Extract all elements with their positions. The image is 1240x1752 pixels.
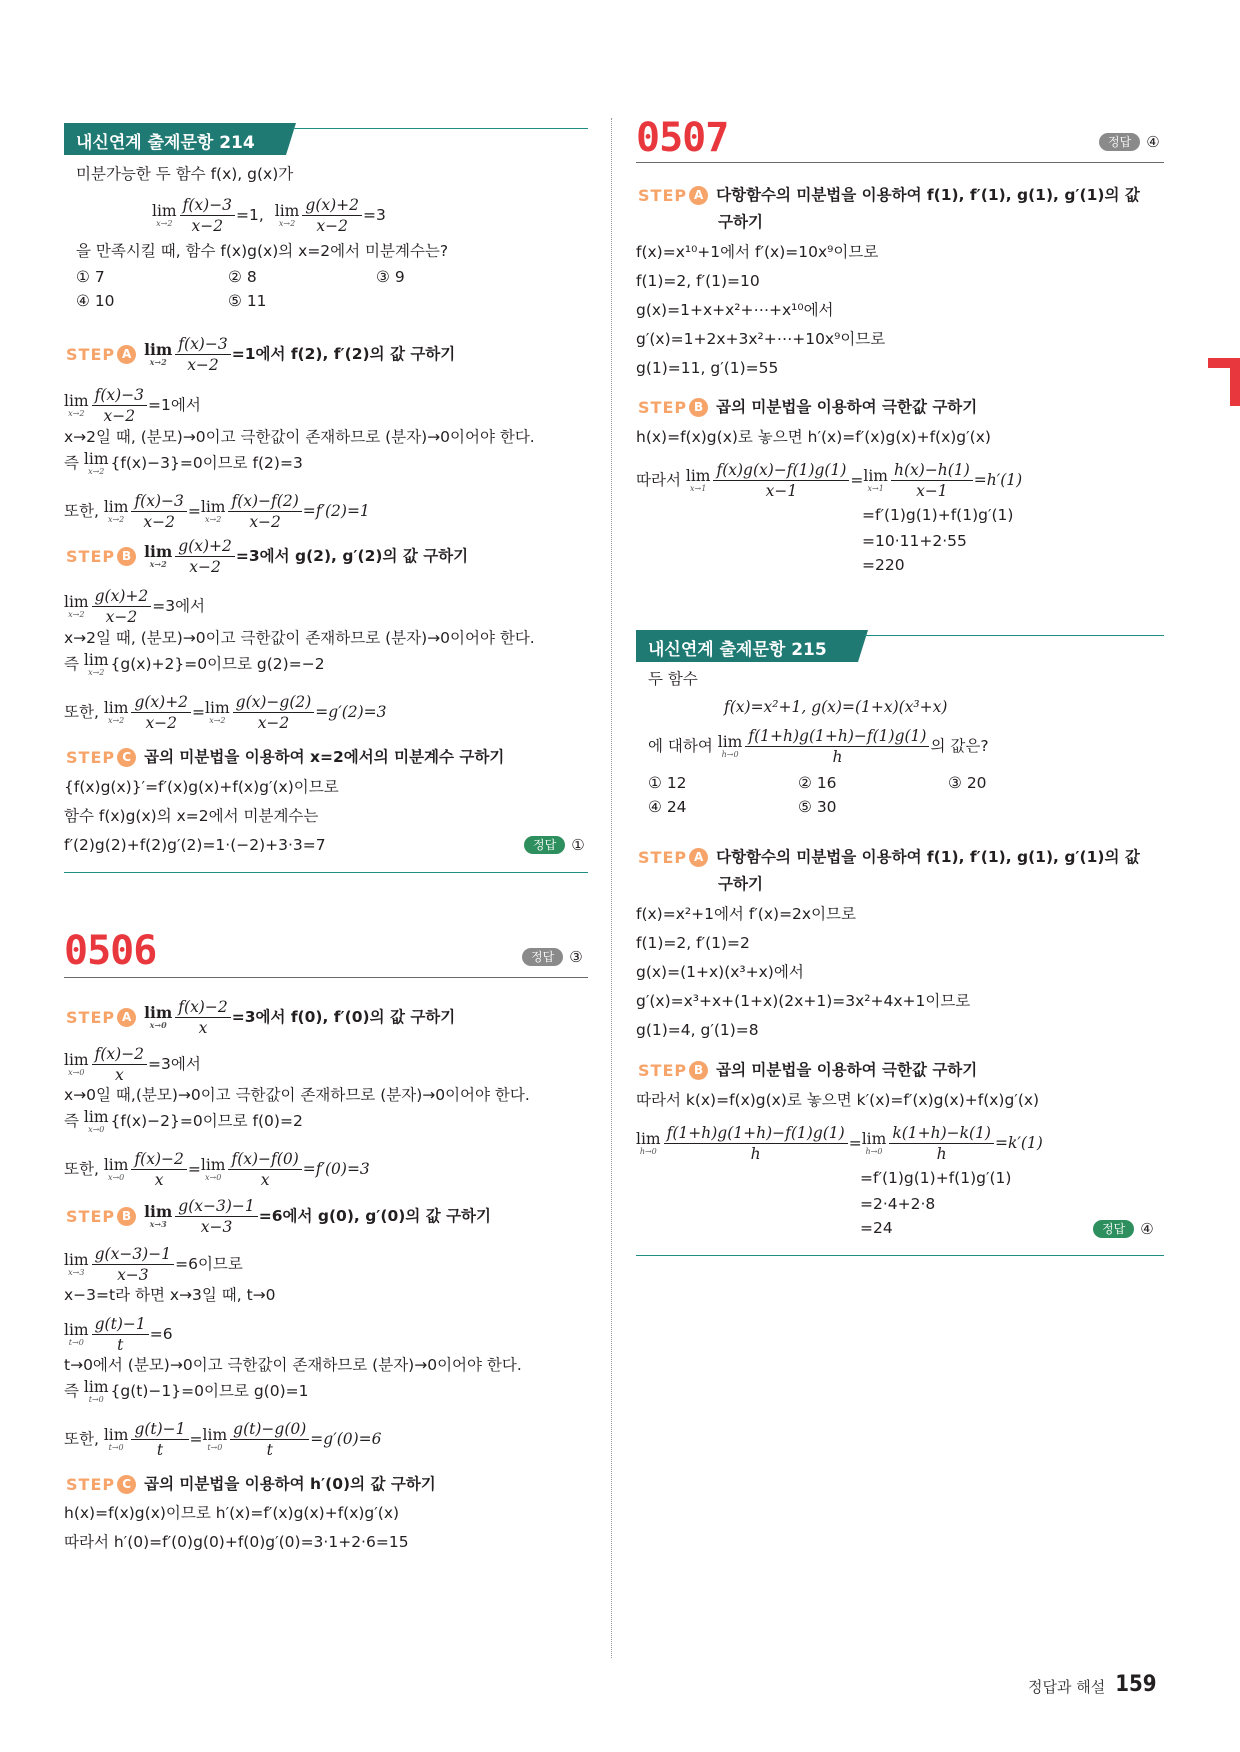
sol214-stepA-heading: STEP A lim x→2 $\frac{f(x)-3}{x-2}$ =1에서 f(2), f′(2)의 값 구하기 [66, 335, 456, 374]
sol215-b2: lim h→0 $\frac{f(1+h)g(1+h)-f(1)g(1)}{h}$ = lim h→0 $\frac{k(1+h)-k(1)}{h}$ =k′(1) [636, 1124, 1043, 1163]
p507-stepA-heading: STEP A 다항함수의 미분법을 이용하여 f(1), f′(1), g(1), g′(1)의 값 [638, 186, 1140, 205]
p214-choice-4[interactable]: ④ 10 [76, 292, 115, 310]
p507-b1: h(x)=f(x)g(x)로 놓으면 h′(x)=f′(x)g(x)+f(x)g′(x) [636, 428, 991, 446]
p506-a4: 또한, lim x→0 $\frac{f(x)-2}{x}$ = lim x→0 $\frac{f(x)-f(0)}{x}$ =f′(0)=3 [64, 1150, 370, 1189]
p506-answer [522, 946, 583, 966]
problem-214-banner-label: 내신연계 출제문항 214 [76, 133, 255, 153]
sol215-a2: f(1)=2, f′(1)=2 [636, 934, 750, 952]
p506-c1: h(x)=f(x)g(x)이므로 h′(x)=f′(x)g(x)+f(x)g′(x) [64, 1504, 400, 1522]
p507-a4: g′(x)=1+2x+3x²+⋯+10x⁹이므로 [636, 330, 886, 348]
sol215-a5: g(1)=4, g′(1)=8 [636, 1021, 759, 1039]
answer-value: ③ [569, 947, 583, 966]
p215-question: 에 대하여 lim h→0 $\frac{f(1+h)g(1+h)-f(1)g(1)}{h}$ 의 값은? [648, 727, 989, 766]
sol215-b3: =f′(1)g(1)+f(1)g′(1) [860, 1169, 1012, 1187]
sol214-c2: 함수 f(x)g(x)의 x=2에서 미분계수는 [64, 807, 319, 825]
p215-choice-3[interactable]: ③ 20 [948, 774, 987, 792]
p506-stepA-heading: STEP A lim x→0 $\frac{f(x)-2}{x}$ =3에서 f(0), f′(0)의 값 구하기 [66, 998, 456, 1037]
page-number: 159 [1115, 1672, 1157, 1697]
p215-choice-4[interactable]: ④ 24 [648, 798, 687, 816]
page-footer [1028, 1672, 1157, 1697]
p506-stepC-heading: STEP C 곱의 미분법을 이용하여 h′(0)의 값 구하기 [66, 1475, 436, 1494]
p215-choice-2[interactable]: ② 16 [798, 774, 837, 792]
answer-badge: 정답 [524, 836, 565, 854]
p506-b4: t→0에서 (분모)→0이고 극한값이 존재하므로 (분자)→0이어야 한다. [64, 1356, 522, 1374]
section-end-rule [636, 1255, 1164, 1256]
p506-b1: lim x→3 $\frac{g(x-3)-1}{x-3}$ =6이므로 [64, 1245, 243, 1284]
sol214-b3: 즉 lim x→2 {g(x)+2}=0이므로 g(2)=−2 [64, 651, 325, 677]
problem-214-banner [64, 123, 296, 155]
sol215-stepA-heading: STEP A 다항함수의 미분법을 이용하여 f(1), f′(1), g(1), g′(1)의 값 [638, 848, 1140, 867]
sol214-a1: lim x→2 $\frac{f(x)-3}{x-2}$ =1에서 [64, 386, 201, 425]
p214-choice-1[interactable]: ① 7 [76, 268, 105, 286]
p507-stepA-heading-cont: 구하기 [718, 213, 763, 231]
p506-a3: 즉 lim x→0 {f(x)−2}=0이므로 f(0)=2 [64, 1108, 303, 1134]
p215-functions: f(x)=x²+1, g(x)=(1+x)(x³+x) [724, 698, 948, 716]
p215-choice-5[interactable]: ⑤ 30 [798, 798, 837, 816]
answer-badge: 정답 [1099, 133, 1140, 151]
sol214-c3: f′(2)g(2)+f(2)g′(2)=1·(−2)+3·3=7 [64, 836, 326, 854]
sol214-stepC-heading: STEP C 곱의 미분법을 이용하여 x=2에서의 미분계수 구하기 [66, 748, 505, 767]
sol215-a3: g(x)=(1+x)(x³+x)에서 [636, 963, 804, 981]
sol214-stepB-heading: STEP B lim x→2 $\frac{g(x)+2}{x-2}$ =3에서 g(2), g′(2)의 값 구하기 [66, 537, 469, 576]
answer-value: ① [571, 835, 585, 854]
p507-answer [1099, 131, 1160, 151]
problem-rule [64, 977, 588, 978]
answer-badge: 정답 [522, 948, 563, 966]
p507-b2: 따라서 lim x→1 $\frac{f(x)g(x)-f(1)g(1)}{x-1}$ = lim x→1 $\frac{h(x)-h(1)}{x-1}$ =h′(1) [636, 461, 1023, 500]
p507-b3: =f′(1)g(1)+f(1)g′(1) [862, 506, 1014, 524]
sol215-b4: =2·4+2·8 [860, 1195, 936, 1213]
p506-a1: lim x→0 $\frac{f(x)-2}{x}$ =3에서 [64, 1045, 201, 1084]
sol215-a1: f(x)=x²+1에서 f′(x)=2x이므로 [636, 905, 857, 923]
p506-b3: lim t→0 $\frac{g(t)-1}{t}$ =6 [64, 1315, 173, 1354]
p506-b5: 즉 lim t→0 {g(t)−1}=0이므로 g(0)=1 [64, 1378, 309, 1404]
sol215-b5: =24 [860, 1219, 893, 1237]
p214-choice-2[interactable]: ② 8 [228, 268, 257, 286]
p214-choice-3[interactable]: ③ 9 [376, 268, 405, 286]
section-end-rule [64, 872, 588, 873]
p506-a2: x→0일 때,(분모)→0이고 극한값이 존재하므로 (분자)→0이어야 한다. [64, 1086, 530, 1104]
sol214-b4: 또한, lim x→2 $\frac{g(x)+2}{x-2}$ = lim x→2 $\frac{g(x)-g(2)}{x-2}$ =g′(2)=3 [64, 693, 387, 732]
p506-b2: x−3=t라 하면 x→3일 때, t→0 [64, 1286, 276, 1304]
p507-a1: f(x)=x¹⁰+1에서 f′(x)=10x⁹이므로 [636, 243, 879, 261]
p507-stepB-heading: STEP B 곱의 미분법을 이용하여 극한값 구하기 [638, 398, 978, 417]
problem-rule [636, 162, 1164, 163]
problem-215-banner [636, 630, 868, 662]
p214-question: 을 만족시킬 때, 함수 f(x)g(x)의 x=2에서 미분계수는? [76, 242, 449, 260]
problem-0507-number: 0507 [636, 115, 729, 161]
p507-b5: =220 [862, 556, 905, 574]
sol214-a2: x→2일 때, (분모)→0이고 극한값이 존재하므로 (분자)→0이어야 한다. [64, 428, 535, 446]
p506-stepB-heading: STEP B lim x→3 $\frac{g(x-3)-1}{x-3}$ =6에서 g(0), g′(0)의 값 구하기 [66, 1197, 491, 1236]
sol215-answer [1093, 1218, 1154, 1238]
column-divider [611, 118, 612, 1658]
banner-rule [864, 635, 1164, 636]
sol215-a4: g′(x)=x³+x+(1+x)(2x+1)=3x²+4x+1이므로 [636, 992, 971, 1010]
answer-value: ④ [1146, 132, 1160, 151]
footer-label: 정답과 해설 [1028, 1678, 1106, 1696]
p215-intro: 두 함수 [648, 670, 698, 688]
problem-0506-number: 0506 [64, 928, 157, 974]
answer-value: ④ [1140, 1219, 1154, 1238]
answer-badge: 정답 [1093, 1220, 1134, 1238]
p507-a5: g(1)=11, g′(1)=55 [636, 359, 779, 377]
p214-choice-5[interactable]: ⑤ 11 [228, 292, 267, 310]
banner-rule [292, 128, 588, 129]
sol215-stepB-heading: STEP B 곱의 미분법을 이용하여 극한값 구하기 [638, 1061, 978, 1080]
sol214-answer [524, 834, 585, 854]
sol215-b1: 따라서 k(x)=f(x)g(x)로 놓으면 k′(x)=f′(x)g(x)+f(x)g′(x) [636, 1091, 1040, 1109]
p507-a3: g(x)=1+x+x²+⋯+x¹⁰에서 [636, 301, 834, 319]
sol214-b1: lim x→2 $\frac{g(x)+2}{x-2}$ =3에서 [64, 587, 206, 626]
p506-b6: 또한, lim t→0 $\frac{g(t)-1}{t}$ = lim t→0 $\frac{g(t)-g(0)}{t}$ =g′(0)=6 [64, 1420, 382, 1459]
p506-c2: 따라서 h′(0)=f′(0)g(0)+f(0)g′(0)=3·1+2·6=15 [64, 1533, 409, 1551]
sol214-a3: 즉 lim x→2 {f(x)−3}=0이므로 f(2)=3 [64, 450, 303, 476]
sol215-stepA-heading-cont: 구하기 [718, 875, 763, 893]
sol214-b2: x→2일 때, (분모)→0이고 극한값이 존재하므로 (분자)→0이어야 한다. [64, 629, 535, 647]
problem-215-banner-label: 내신연계 출제문항 215 [648, 640, 827, 660]
p507-b4: =10·11+2·55 [862, 532, 967, 550]
p507-a2: f(1)=2, f′(1)=10 [636, 272, 760, 290]
sol214-c1: {f(x)g(x)}′=f′(x)g(x)+f(x)g′(x)이므로 [64, 778, 339, 796]
edge-tab-marker [1208, 358, 1240, 406]
p214-intro: 미분가능한 두 함수 f(x), g(x)가 [76, 165, 294, 183]
p215-choice-1[interactable]: ① 12 [648, 774, 687, 792]
p214-condition: lim x→2 $\frac{f(x)-3}{x-2}$ =1, lim x→2 $\frac{g(x)+2}{x-2}$ =3 [152, 196, 386, 235]
sol214-a4: 또한, lim x→2 $\frac{f(x)-3}{x-2}$ = lim x→2 $\frac{f(x)-f(2)}{x-2}$ =f′(2)=1 [64, 492, 370, 531]
